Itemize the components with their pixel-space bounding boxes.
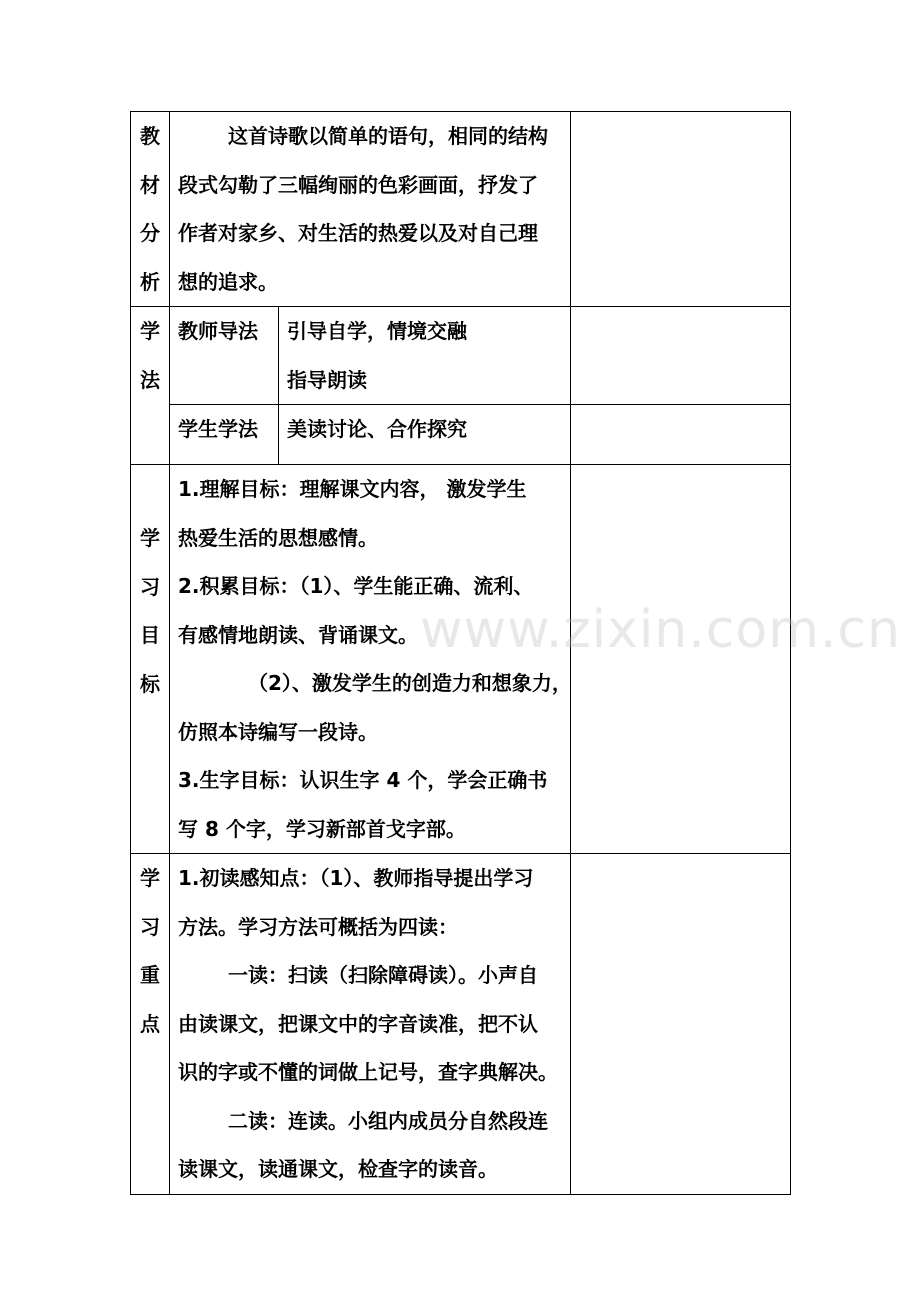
text-line: 想的追求。 [178, 269, 278, 294]
notes-cell [571, 854, 791, 1195]
header-char: 目 [140, 623, 160, 647]
header-char: 材 [140, 172, 160, 197]
goals-content [170, 465, 571, 854]
watermark: www.zixin.com.cn [420, 600, 901, 660]
text-line: 作者对家乡、对生活的热爱以及对自己理 [178, 221, 538, 245]
text-line: 这首诗歌以简单的语句，相同的结构 [228, 124, 548, 148]
focus-header [131, 854, 170, 1195]
teacher-method-content [279, 307, 571, 405]
student-method-content: 美读讨论、合作探究 [279, 405, 571, 465]
text-line: 由读课文，把课文中的字音读准，把不认 [178, 1011, 538, 1036]
notes-cell [571, 112, 791, 307]
header-char: 学 [140, 866, 160, 890]
text-line: 仿照本诗编写一段诗。 [178, 719, 378, 744]
teacher-method-label: 教师导法 [170, 307, 279, 405]
header-char: 习 [140, 574, 160, 599]
header-char: 习 [140, 914, 160, 939]
header-char: 点 [140, 1011, 160, 1036]
header-char: 教 [140, 124, 160, 148]
focus-content [170, 854, 571, 1195]
focus-row [131, 854, 791, 1195]
notes-cell [571, 307, 791, 405]
text-line: 二读：连读。小组内成员分自然段连 [228, 1108, 548, 1133]
text-line: 指导朗读 [287, 367, 367, 392]
student-method-label: 学生学法 [170, 405, 279, 465]
text-line: 段式勾勒了三幅绚丽的色彩画面，抒发了 [178, 172, 538, 197]
method-teacher-row [131, 307, 791, 405]
text-line: （2）、激发学生的创造力和想象力， [248, 671, 572, 695]
analysis-content [170, 112, 571, 307]
header-char: 析 [140, 269, 160, 294]
text-line: 一读：扫读（扫除障碍读）。小声自 [228, 963, 538, 987]
goals-header [131, 465, 170, 854]
header-char: 学 [140, 319, 160, 343]
goals-row [131, 465, 791, 854]
text-line: 热爱生活的思想感情。 [178, 525, 378, 550]
method-header [131, 307, 170, 465]
text-line: 2.积累目标：（1）、学生能正确、流利、 [178, 574, 534, 598]
text-line: 有感情地朗读、背诵课文。 [178, 622, 418, 647]
header-char: 标 [140, 671, 160, 696]
text-line: 读课文，读通课文，检查字的读音。 [178, 1157, 498, 1181]
text-line: 1.理解目标：理解课文内容， 激发学生 [178, 477, 527, 501]
text-line: 写 8 个字，学习新部首戈字部。 [178, 816, 466, 841]
text-line: 1.初读感知点：（1）、教师指导提出学习 [178, 866, 534, 890]
text-line: 方法。学习方法可概括为四读： [178, 914, 458, 939]
text-line: 引导自学，情境交融 [287, 319, 467, 343]
notes-cell [571, 465, 791, 854]
analysis-header [131, 112, 170, 307]
text-line: 识的字或不懂的词做上记号，查字典解决。 [178, 1060, 558, 1084]
header-char: 学 [140, 526, 160, 550]
lesson-plan-table [130, 111, 791, 1195]
notes-cell [571, 405, 791, 465]
header-char: 分 [140, 221, 160, 245]
text-line: 3.生字目标：认识生字 4 个，学会正确书 [178, 768, 548, 792]
header-char: 法 [140, 367, 160, 392]
header-char: 重 [140, 963, 160, 987]
analysis-row [131, 112, 791, 307]
method-student-row [131, 405, 791, 465]
